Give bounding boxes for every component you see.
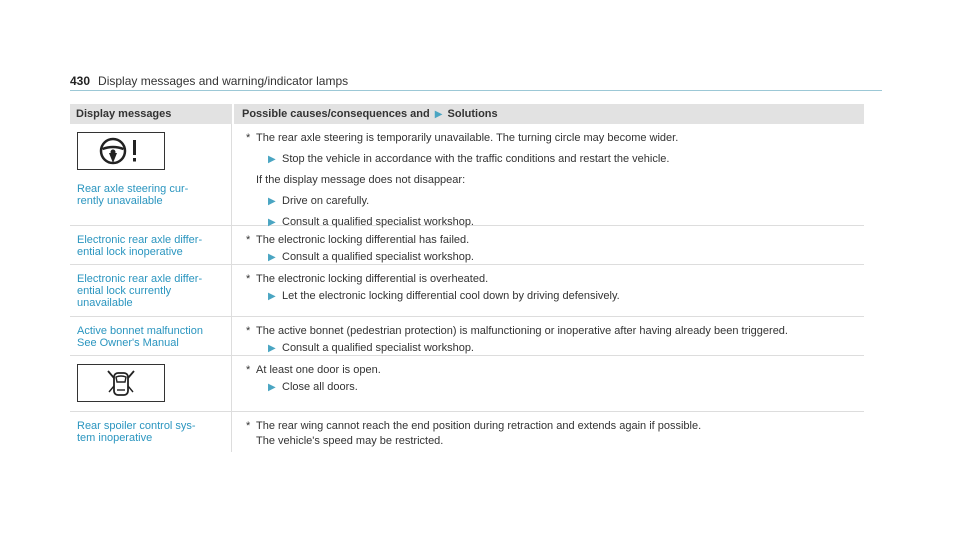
page-header (70, 74, 348, 88)
step-arrow-icon: ▶ (268, 343, 276, 354)
step-arrow-icon: ▶ (268, 196, 276, 207)
steering-warning-icon (77, 132, 165, 170)
table-row: Rear axle steering cur- rently unavailable * The rear axle steering is temporarily unavailable. The turning circle may become wider. ▶ Stop the vehicle in accordance with the traffic conditions and restart the vehicle. If the display message does not disappear: ▶ Drive on carefully. ▶ Consult a qualified specialist workshop. (70, 124, 864, 225)
display-message-label: Electronic rear axle differ- ential lock currently unavailable (77, 273, 203, 309)
page-number: 430 (70, 74, 91, 88)
table-row: Active bonnet malfunction See Owner's Manual * The active bonnet (pedestrian protection) is malfunctioning or inoperative after having already been triggered. ▶ Consult a qualified specialist workshop. (70, 316, 864, 355)
step-arrow-icon: ▶ (268, 217, 276, 228)
step-arrow-icon: ▶ (268, 154, 276, 165)
door-open-icon (77, 364, 165, 402)
table-row: * At least one door is open. ▶ Close all doors. (70, 355, 864, 411)
table-row: Electronic rear axle differ- ential lock currently unavailable * The electronic locking differential is overheated. ▶ Let the electronic locking differential cool down by driving defensively. (70, 264, 864, 316)
display-message-label: Rear axle steering cur- rently unavailable (77, 183, 189, 207)
step-arrow-icon: ▶ (268, 252, 276, 263)
solution-arrow-icon: ▶ (434, 109, 443, 120)
display-message-label: Active bonnet malfunction See Owner's Manual (77, 325, 203, 349)
display-message-label: Rear spoiler control sys- tem inoperative (77, 420, 196, 444)
page-title: Display messages and warning/indicator lamps (98, 74, 349, 88)
header-rule (70, 90, 882, 91)
step-arrow-icon: ▶ (268, 291, 276, 302)
table-header (70, 104, 864, 124)
col-header-display-messages: Display messages (76, 108, 172, 120)
messages-table (70, 104, 864, 452)
step-arrow-icon: ▶ (268, 382, 276, 393)
display-message-label: Electronic rear axle differ- ential lock inoperative (77, 234, 203, 258)
table-row: Rear spoiler control sys- tem inoperative * The rear wing cannot reach the end position during retraction and extends again if possible. The vehicle's speed may be restricted. (70, 411, 864, 452)
table-row: Electronic rear axle differ- ential lock inoperative * The electronic locking differential has failed. ▶ Consult a qualified specialist workshop. (70, 225, 864, 264)
col-header-causes-solutions: Possible causes/consequences and ▶ Solutions (232, 104, 864, 124)
